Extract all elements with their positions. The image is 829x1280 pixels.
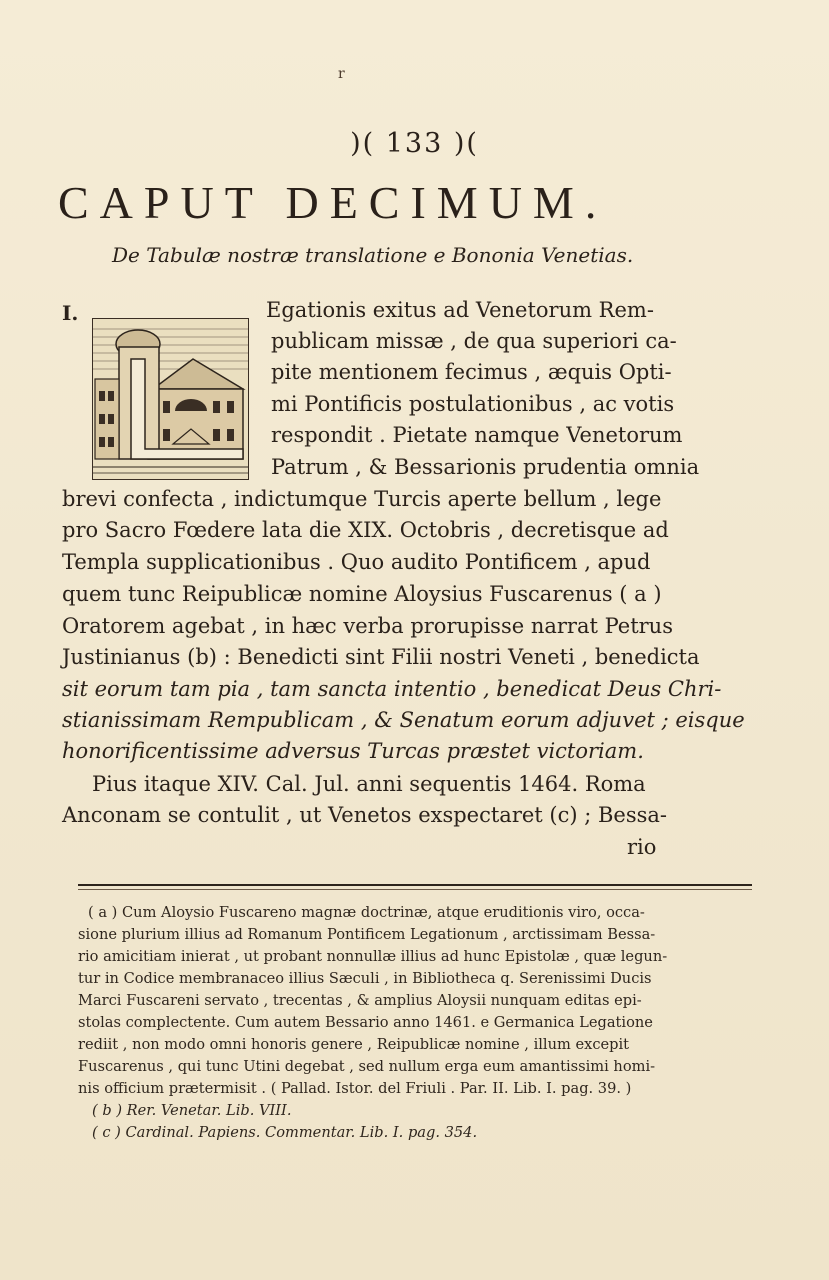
footnote-line: nis officium prætermisit . ( Pallad. Istor. del Friuli . Par. II. Lib. I. pag. 39. ) [78, 1080, 632, 1097]
catchword: rio [627, 835, 657, 859]
body-line: respondit . Pietate namque Venetorum [271, 423, 683, 447]
footnote-rule-thin [78, 889, 752, 890]
page-mark: r [338, 66, 345, 82]
body-line: Templa supplicationibus . Quo audito Pontificem , apud [62, 550, 651, 574]
footnote-line: rio amicitiam inierat , ut probant nonnullæ illius ad hunc Epistolæ , quæ legun- [78, 948, 668, 965]
body-line: Anconam se contulit , ut Venetos exspectaret (c) ; Bessa- [62, 803, 668, 827]
footnote-line: ( a ) Cum Aloysio Fuscareno magnæ doctrinæ, atque eruditionis viro, occa- [88, 904, 645, 921]
footnote-rule [78, 884, 752, 886]
body-line: honorificentissime adversus Turcas præstet victoriam. [62, 739, 644, 763]
body-line: Egationis exitus ad Venetorum Rem- [266, 298, 654, 322]
body-line: pro Sacro Fœdere lata die XIX. Octobris , decretisque ad [62, 518, 669, 542]
body-line: brevi confecta , indictumque Turcis aperte bellum , lege [62, 487, 662, 511]
body-line: stianissimam Rempublicam , & Senatum eorum adjuvet ; eisque [62, 708, 745, 732]
footnote-line: Marci Fuscareni servato , trecentas , & amplius Aloysii nunquam editas epi- [78, 992, 642, 1009]
page-number: )( 133 )( [350, 128, 479, 159]
building-engraving-icon [93, 319, 248, 479]
body-line: Justinianus (b) : Benedicti sint Filii nostri Veneti , benedicta [62, 645, 700, 669]
body-line: sit eorum tam pia , tam sancta intentio , benedicat Deus Chri- [62, 677, 722, 701]
chapter-title: CAPUT DECIMUM. [58, 177, 608, 228]
body-line: Pius itaque XIV. Cal. Jul. anni sequentis 1464. Roma [92, 772, 646, 796]
body-line: mi Pontificis postulationibus , ac votis [271, 392, 675, 416]
footnote-line: sione plurium illius ad Romanum Pontificem Legationum , arctissimam Bessa- [78, 926, 656, 943]
footnote-line: ( b ) Rer. Venetar. Lib. VIII. [92, 1102, 292, 1119]
footnote-line: ( c ) Cardinal. Papiens. Commentar. Lib. I. pag. 354. [92, 1124, 478, 1141]
body-line: Oratorem agebat , in hæc verba prorupisse narrat Petrus [62, 614, 673, 638]
body-line: quem tunc Reipublicæ nomine Aloysius Fuscarenus ( a ) [62, 582, 662, 606]
footnote-line: tur in Codice membranaceo illius Sæculi , in Bibliotheca q. Serenissimi Ducis [78, 970, 652, 987]
footnote-line: Fuscarenus , qui tunc Utini degebat , sed nullum erga eum amantissimi homi- [78, 1058, 656, 1075]
footnote-line: stolas complectente. Cum autem Bessario anno 1461. e Germanica Legatione [78, 1014, 653, 1031]
body-line: Patrum , & Bessarionis prudentia omnia [271, 455, 700, 479]
decorated-initial-illustration [92, 318, 249, 480]
body-line: publicam missæ , de qua superiori ca- [271, 329, 677, 353]
body-line: pite mentionem fecimus , æquis Opti- [271, 360, 672, 384]
chapter-subtitle: De Tabulæ nostræ translatione e Bononia Venetias. [112, 243, 634, 267]
footnote-line: rediit , non modo omni honoris genere , Reipublicæ nomine , illum excepit [78, 1036, 630, 1053]
section-number: I. [62, 301, 79, 325]
